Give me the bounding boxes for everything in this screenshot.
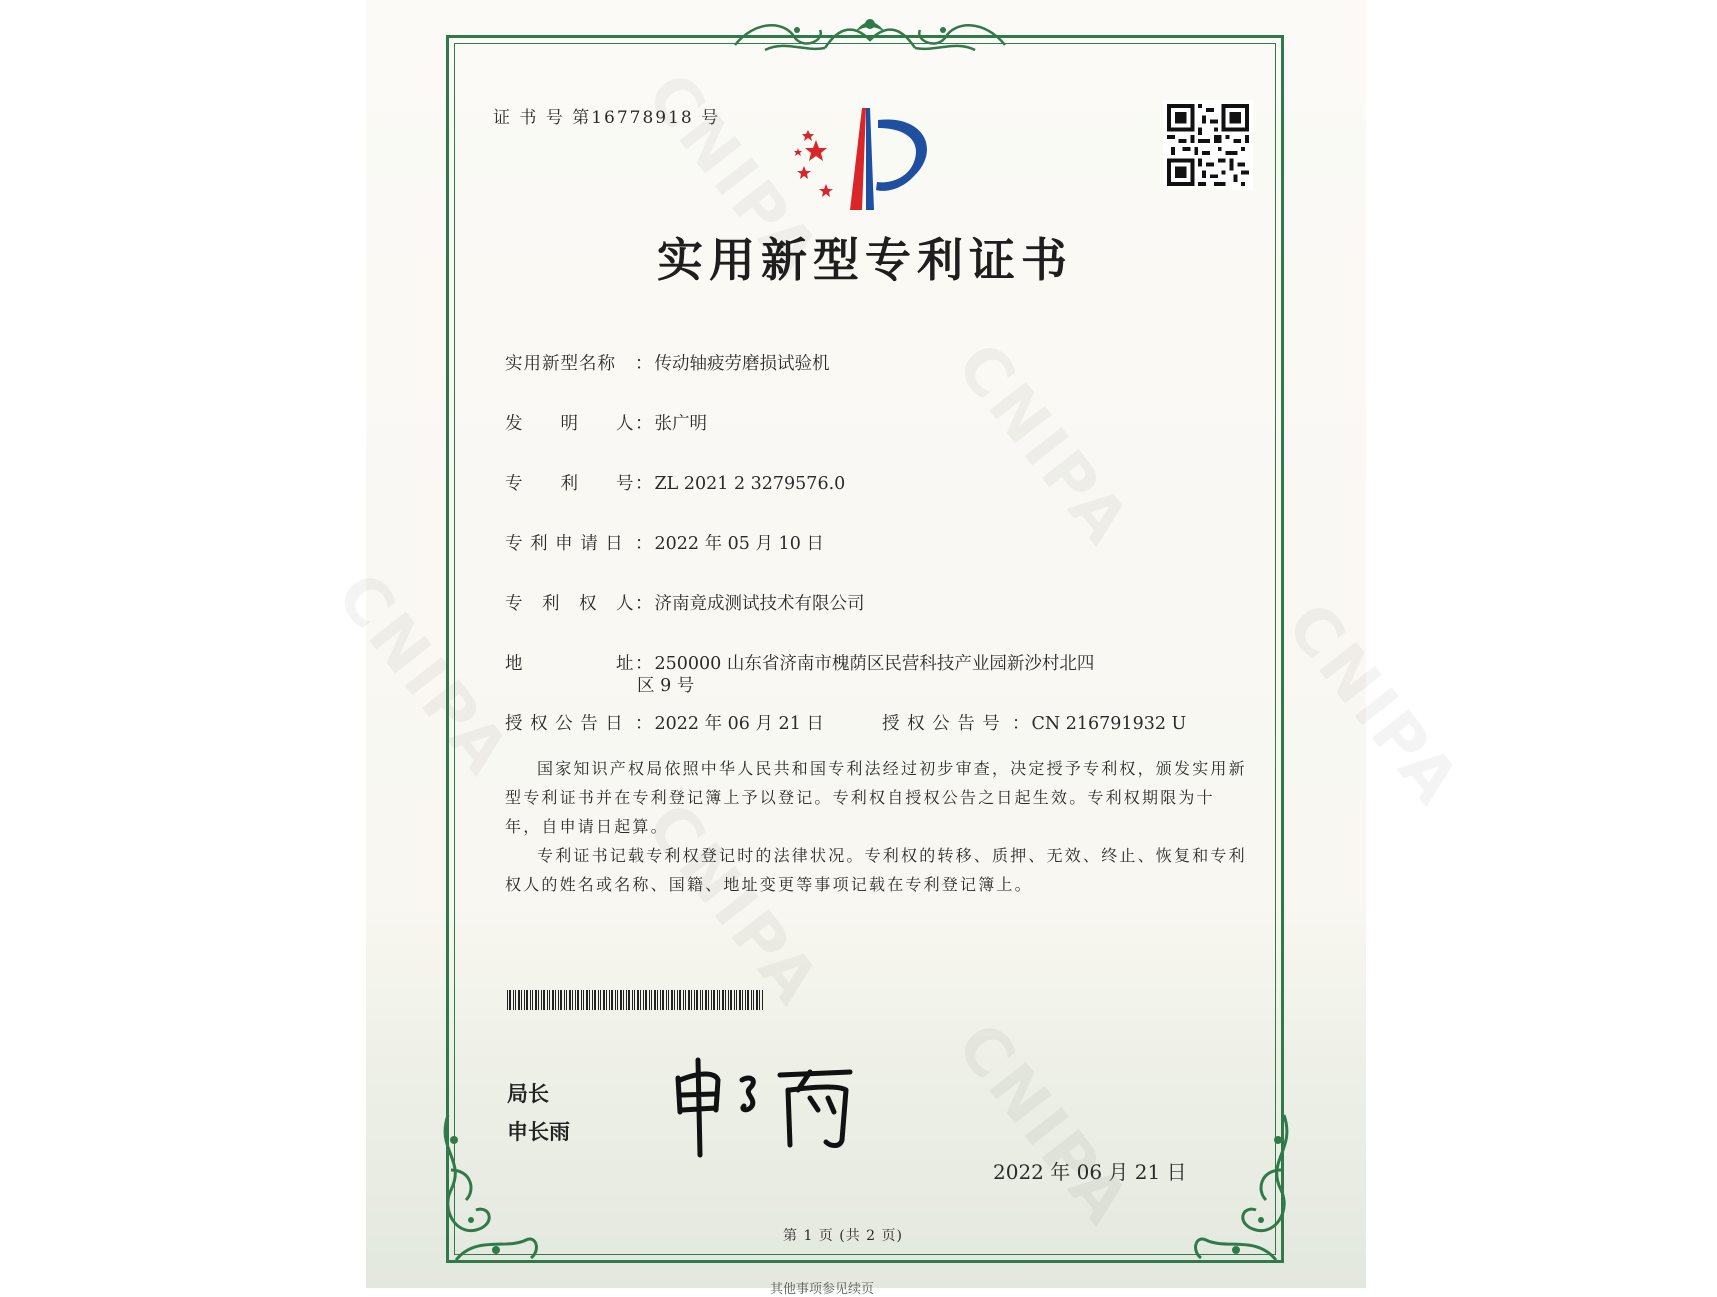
barcode-bar xyxy=(535,990,537,1010)
barcode-bar xyxy=(518,990,520,1010)
barcode-bar xyxy=(662,990,664,1010)
barcode-bar xyxy=(575,990,576,1010)
field-label: 专 利 号 xyxy=(505,474,635,494)
barcode xyxy=(507,990,765,1010)
barcode-bar xyxy=(671,990,673,1010)
barcode-bar xyxy=(509,990,511,1010)
field-value: 250000 山东省济南市槐荫区民营科技产业园新沙村北四 xyxy=(654,654,1095,674)
field-label: 授 权 公 告 号 xyxy=(882,714,1001,734)
corner-ornament-right xyxy=(1186,1110,1296,1270)
barcode-bar xyxy=(762,990,763,1010)
barcode-bar xyxy=(547,990,548,1010)
signature-date: 2022 年 06 月 21 日 xyxy=(993,1160,1187,1184)
barcode-bar xyxy=(617,990,618,1010)
barcode-bar xyxy=(628,990,630,1010)
barcode-bar xyxy=(702,990,703,1010)
field-inventor: 发 明 人： 张广明 xyxy=(505,414,707,434)
field-value: 传动轴疲劳磨损试验机 xyxy=(654,354,830,374)
certificate-number: 证 书 号 第16778918 号 xyxy=(493,108,721,128)
qr-code xyxy=(1163,100,1253,190)
barcode-bar xyxy=(713,990,715,1010)
barcode-bar xyxy=(683,990,684,1010)
barcode-bar xyxy=(705,990,707,1010)
barcode-bar xyxy=(521,990,522,1010)
field-value: 2022 年 05 月 10 日 xyxy=(654,534,824,554)
barcode-bar xyxy=(549,990,550,1010)
barcode-bar xyxy=(694,990,695,1010)
field-value: 2022 年 06 月 21 日 xyxy=(654,714,824,734)
barcode-bar xyxy=(598,990,599,1010)
barcode-bar xyxy=(643,990,644,1010)
barcode-bar xyxy=(666,990,667,1010)
barcode-bar xyxy=(564,990,565,1010)
director-name: 申长雨 xyxy=(507,1120,570,1144)
barcode-bar xyxy=(736,990,737,1010)
barcode-bar xyxy=(640,990,641,1010)
barcode-bar xyxy=(507,990,508,1010)
barcode-bar xyxy=(609,990,610,1010)
barcode-bar xyxy=(637,990,639,1010)
barcode-bar xyxy=(700,990,701,1010)
barcode-bar xyxy=(572,990,573,1010)
barcode-bar xyxy=(649,990,650,1010)
barcode-bar xyxy=(759,990,760,1010)
barcode-bar xyxy=(691,990,692,1010)
barcode-bar xyxy=(577,990,579,1010)
barcode-bar xyxy=(657,990,658,1010)
field-value: CN 216791932 U xyxy=(1031,714,1187,734)
address-line-2: 区 9 号 xyxy=(637,676,695,696)
barcode-bar xyxy=(679,990,681,1010)
barcode-bar xyxy=(569,990,571,1010)
barcode-bar xyxy=(747,990,749,1010)
field-filing-date: 专 利 申 请 日 ： 2022 年 05 月 10 日 xyxy=(505,534,824,554)
barcode-bar xyxy=(600,990,601,1010)
barcode-bar xyxy=(603,990,605,1010)
barcode-bar xyxy=(513,990,514,1010)
barcode-bar xyxy=(530,990,531,1010)
barcode-bar xyxy=(515,990,516,1010)
barcode-bar xyxy=(620,990,622,1010)
top-ornament xyxy=(725,10,1015,60)
field-value: 济南竟成测试技术有限公司 xyxy=(654,594,865,614)
barcode-bar xyxy=(696,990,698,1010)
barcode-bar xyxy=(524,990,525,1010)
handwritten-signature xyxy=(670,1050,890,1160)
barcode-bar xyxy=(728,990,729,1010)
barcode-bar xyxy=(742,990,743,1010)
director-title: 局长 xyxy=(507,1082,549,1106)
field-value: 张广明 xyxy=(654,414,707,434)
barcode-bar xyxy=(634,990,635,1010)
field-label: 专 利 权 人 xyxy=(505,594,635,614)
barcode-bar xyxy=(645,990,647,1010)
field-address: 地 址： 250000 山东省济南市槐荫区民营科技产业园新沙村北四 xyxy=(505,654,1095,674)
field-label: 发 明 人 xyxy=(505,414,635,434)
barcode-bar xyxy=(651,990,652,1010)
barcode-bar xyxy=(581,990,582,1010)
field-patentee: 专 利 权 人： 济南竟成测试技术有限公司 xyxy=(505,594,865,614)
body-paragraph: 专利证书记载专利权登记时的法律状况。专利权的转移、质押、无效、终止、恢复和专利权人的姓名或名称、国籍、地址变更等事项记载在专利登记簿上。 xyxy=(505,846,1247,894)
field-grant-date: 授 权 公 告 日 ： 2022 年 06 月 21 日 xyxy=(505,714,824,734)
barcode-bar xyxy=(555,990,556,1010)
barcode-bar xyxy=(745,990,746,1010)
field-label: 专 利 申 请 日 xyxy=(505,534,624,554)
barcode-bar xyxy=(583,990,584,1010)
barcode-bar xyxy=(623,990,624,1010)
barcode-bar xyxy=(586,990,588,1010)
barcode-bar xyxy=(730,990,732,1010)
barcode-bar xyxy=(711,990,712,1010)
barcode-bar xyxy=(558,990,559,1010)
barcode-bar xyxy=(725,990,726,1010)
barcode-bar xyxy=(708,990,709,1010)
barcode-bar xyxy=(674,990,675,1010)
page-number: 第 1 页 (共 2 页) xyxy=(783,1228,903,1244)
barcode-bar xyxy=(722,990,724,1010)
barcode-bar xyxy=(734,990,735,1010)
barcode-bar xyxy=(592,990,593,1010)
field-utility-model-name: 实用新型名称 ： 传动轴疲劳磨损试验机 xyxy=(505,354,830,374)
field-patent-number: 专 利 号： ZL 2021 2 3279576.0 xyxy=(505,474,846,494)
barcode-bar xyxy=(660,990,661,1010)
barcode-bar xyxy=(552,990,554,1010)
field-label: 地 址 xyxy=(505,654,635,674)
barcode-bar xyxy=(739,990,741,1010)
barcode-bar xyxy=(606,990,607,1010)
barcode-bar xyxy=(560,990,562,1010)
barcode-bar xyxy=(611,990,613,1010)
continued-note: 其他事项参见续页 xyxy=(770,1282,875,1297)
barcode-bar xyxy=(654,990,656,1010)
barcode-bar xyxy=(751,990,752,1010)
barcode-bar xyxy=(615,990,616,1010)
barcode-bar xyxy=(632,990,633,1010)
barcode-bar xyxy=(753,990,754,1010)
barcode-bar xyxy=(688,990,690,1010)
barcode-bar xyxy=(566,990,567,1010)
barcode-bar xyxy=(717,990,718,1010)
barcode-bar xyxy=(677,990,678,1010)
barcode-bar xyxy=(532,990,533,1010)
barcode-bar xyxy=(589,990,590,1010)
field-label: 实用新型名称 xyxy=(505,354,616,374)
barcode-bar xyxy=(538,990,539,1010)
field-value: ZL 2021 2 3279576.0 xyxy=(654,474,846,494)
field-label: 授 权 公 告 日 xyxy=(505,714,624,734)
field-grant-number: 授 权 公 告 号 ： CN 216791932 U xyxy=(882,714,1187,734)
body-paragraph: 国家知识产权局依照中华人民共和国专利法经过初步审查，决定授予专利权，颁发实用新型专利证书并在专利登记簿上予以登记。专利权自授权公告之日起生效。专利权期限为十年，自申请日起算。 xyxy=(505,759,1247,836)
cnipa-logo-icon xyxy=(790,100,950,220)
barcode-bar xyxy=(756,990,758,1010)
barcode-bar xyxy=(719,990,720,1010)
certificate-body-text xyxy=(505,754,1250,899)
barcode-bar xyxy=(541,990,542,1010)
barcode-bar xyxy=(668,990,669,1010)
barcode-bar xyxy=(526,990,528,1010)
barcode-bar xyxy=(685,990,686,1010)
certificate-title: 实用新型专利证书 xyxy=(657,233,1073,287)
barcode-bar xyxy=(594,990,596,1010)
barcode-bar xyxy=(543,990,545,1010)
barcode-bar xyxy=(626,990,627,1010)
